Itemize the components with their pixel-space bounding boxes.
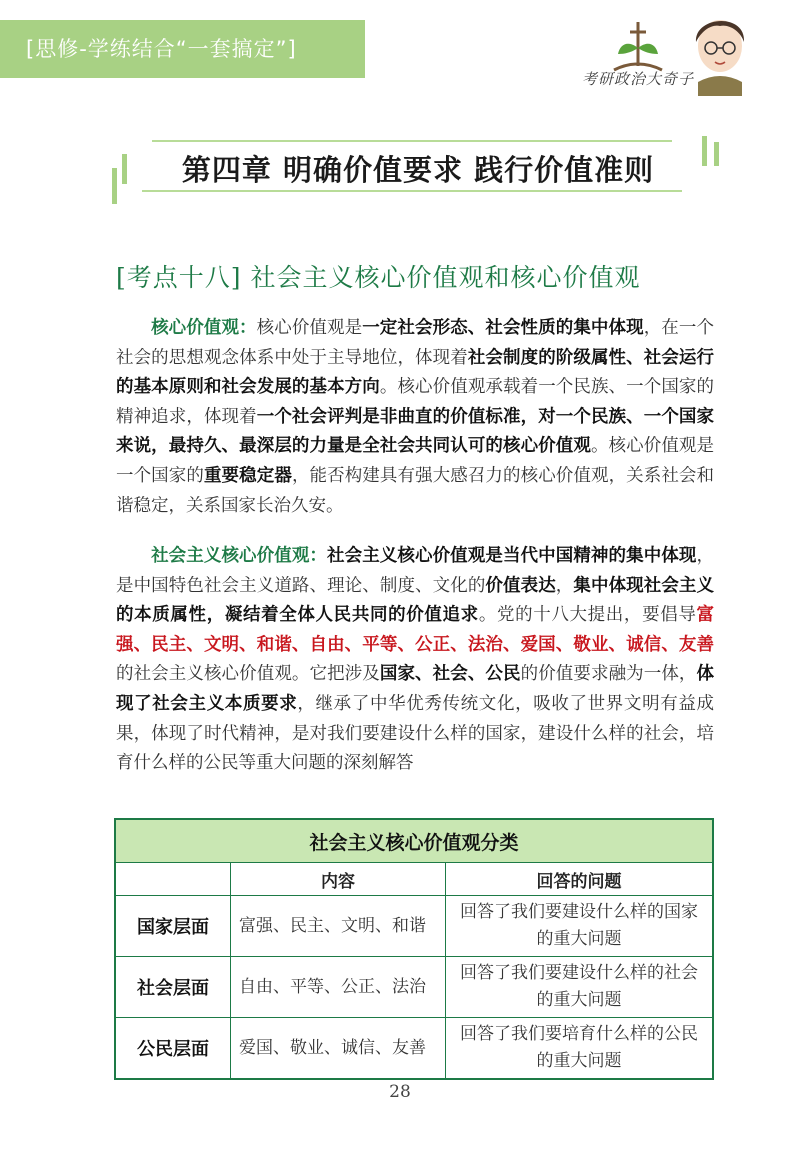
- answer-cell: 回答了我们要培育什么样的公民的重大问题: [446, 1018, 714, 1080]
- text: 核心价值观是: [256, 318, 363, 338]
- emphasis: 重要稳定器: [203, 465, 292, 486]
- paragraph-socialist-core-values: [116, 542, 714, 779]
- text: ，是中国特色社会主义道路、理论、制度、文化的: [116, 546, 714, 596]
- text: 。核心价值观是一个国家的: [116, 436, 714, 486]
- values-table: [114, 818, 714, 1080]
- paragraph-core-values: [116, 314, 714, 521]
- text: ，继承了中华优秀传统文化，吸收了世界文明有益成果，体现了时代精神，是对我们要建设什么样的国家，建设什么样的社会，培育什么样的公民等重大问题的深刻解答: [116, 693, 714, 774]
- logo-text: 考研政治大奇子: [582, 70, 695, 88]
- text: 的价值要求融为一体，: [520, 664, 697, 685]
- answer-cell: 回答了我们要建设什么样的国家的重大问题: [446, 896, 714, 957]
- chapter-title: 第四章 明确价值要求 践行价值准则: [181, 153, 655, 187]
- content-cell: 自由、平等、公正、法治: [231, 957, 446, 1018]
- content-cell: 爱国、敬业、诚信、友善: [231, 1018, 446, 1080]
- avatar: [684, 6, 756, 96]
- term-label: 核心价值观：: [151, 318, 257, 338]
- emphasis: 一个社会评判是非曲直的价值标准，对一个民族、一个国家来说，最持久、最深层的力量是全社会共同认可的核心价值观: [116, 406, 715, 457]
- page-number: 28: [389, 1082, 411, 1102]
- term-label: 社会主义核心价值观：: [151, 546, 328, 566]
- answer-cell: 回答了我们要建设什么样的社会的重大问题: [446, 957, 714, 1018]
- table-header: [115, 863, 231, 896]
- text: ，: [555, 575, 574, 596]
- divider: [152, 140, 672, 142]
- text: ，在一个社会的思想观念体系中处于主导地位，体现着: [116, 318, 714, 368]
- emphasis: 集中体现社会主义的本质属性，凝结着全体人民共同的价值追求: [116, 575, 715, 626]
- emphasis: 国家、社会、公民: [379, 664, 521, 685]
- emphasis: 价值表达: [485, 575, 556, 596]
- emphasis: 社会主义核心价值观是当代中国精神的集中体现: [327, 546, 697, 566]
- level-cell: 国家层面: [115, 896, 231, 957]
- table-caption: 社会主义核心价值观分类: [115, 819, 713, 863]
- table-row: [115, 896, 713, 957]
- emphasis: 一定社会形态、社会性质的集中体现: [362, 318, 644, 338]
- text: 。党的十八大提出，要倡导: [478, 605, 697, 626]
- text: 。核心价值观承载着一个民族、一个国家的精神追求，体现着: [116, 377, 715, 427]
- level-cell: 社会层面: [115, 957, 231, 1018]
- content-cell: 富强、民主、文明、和谐: [231, 896, 446, 957]
- chapter-heading: [112, 128, 724, 208]
- highlight-red: 富强、民主、文明、和谐、自由、平等、公正、法治、爱国、敬业、诚信、友善: [116, 605, 714, 655]
- emphasis: 社会制度的阶级属性、社会运行的基本原则和社会发展的基本方向: [116, 347, 715, 398]
- table-header: 回答的问题: [446, 863, 714, 896]
- table-row: [115, 957, 713, 1018]
- banner-text: [思修-学练结合“一套搞定”]: [26, 37, 297, 61]
- divider: [142, 190, 682, 192]
- section-title: [考点十八] 社会主义核心价值观和核心价值观: [116, 263, 641, 292]
- table-header: 内容: [231, 863, 446, 896]
- header-banner: [0, 20, 365, 78]
- text: 的社会主义核心价值观。它把涉及: [116, 664, 380, 685]
- level-cell: 公民层面: [115, 1018, 231, 1080]
- emphasis: 体现了社会主义本质要求: [116, 664, 715, 714]
- table-row: [115, 1018, 713, 1080]
- text: ，能否构建具有强大感召力的核心价值观，关系社会和谐稳定，关系国家长治久安。: [116, 465, 715, 516]
